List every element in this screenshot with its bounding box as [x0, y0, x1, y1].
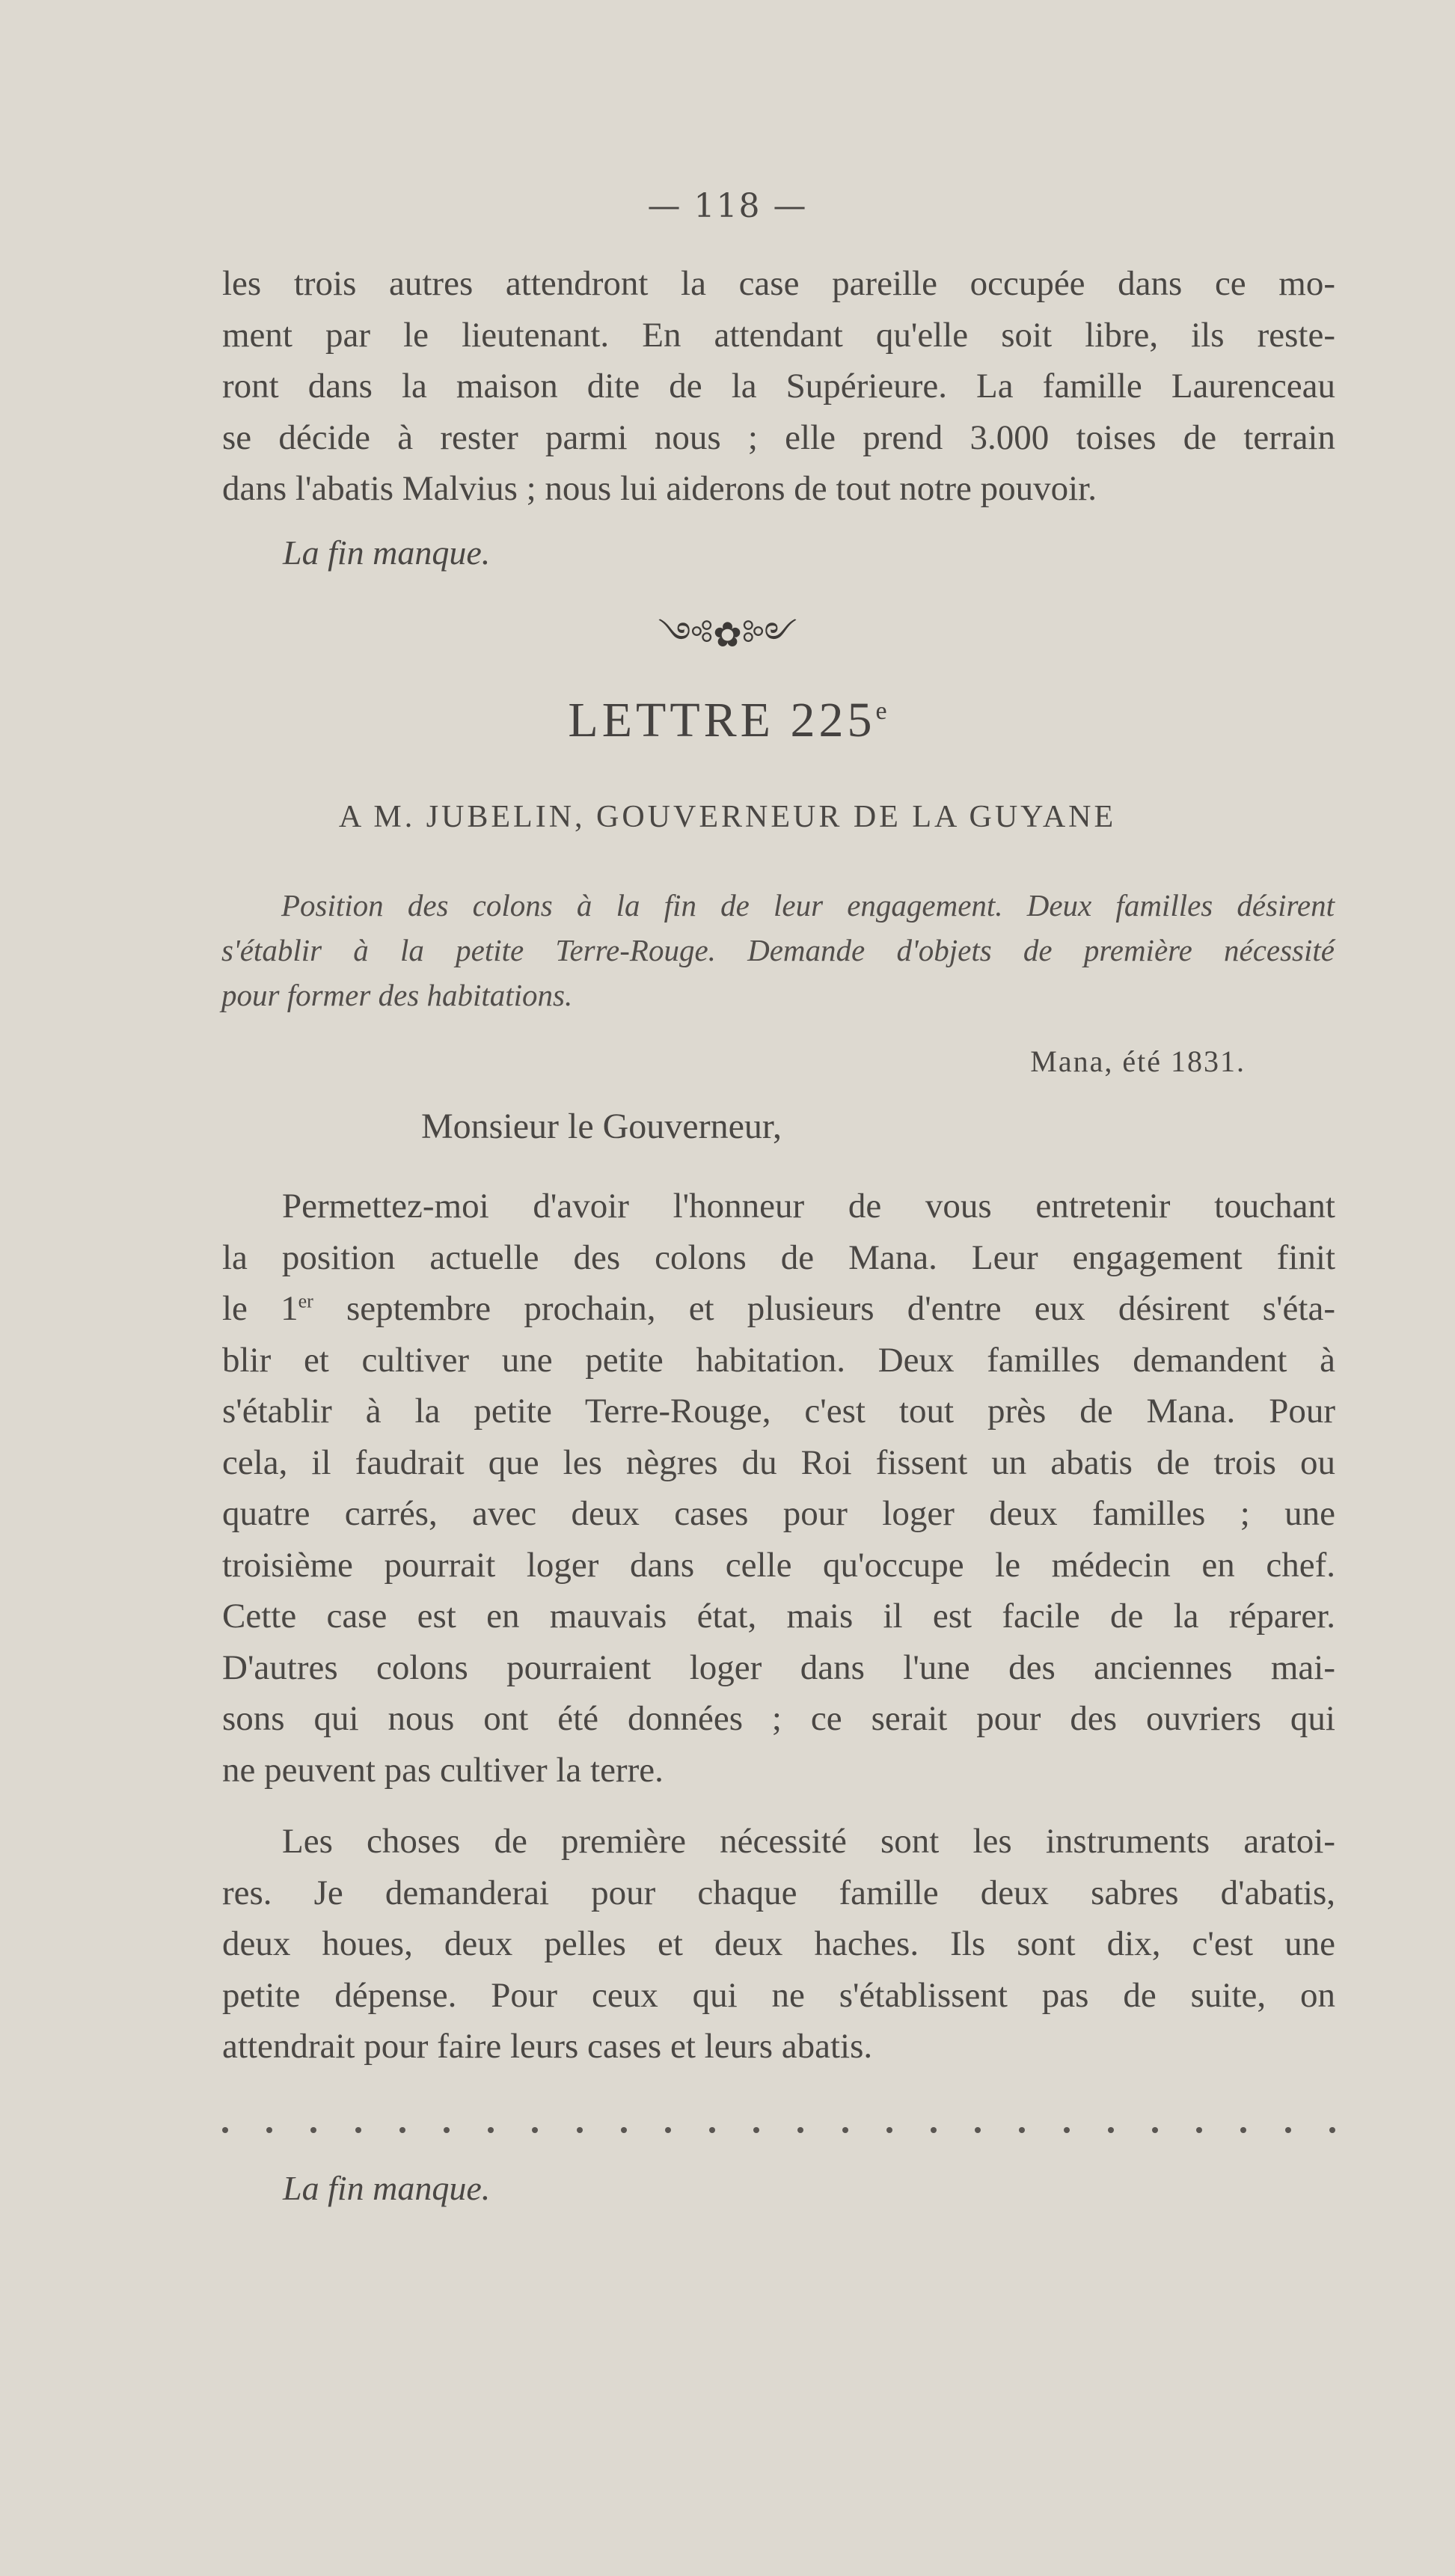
letter-title	[0, 692, 1455, 749]
page-number: — 118 —	[647, 187, 808, 225]
dot	[1108, 2127, 1114, 2133]
dot	[577, 2127, 583, 2133]
summary-line: Position des colons à la fin de leur engagement. Deux familles désirent	[281, 888, 1335, 923]
ellipsis-dots	[222, 2127, 1335, 2133]
letter-ending: La fin manque.	[283, 2169, 491, 2207]
text-line: attendrait pour faire leurs cases et leurs abatis.	[222, 2027, 873, 2066]
ordinal-suffix: er	[298, 1290, 313, 1312]
text-line: ront dans la maison dite de la Supérieure. La famille Laurenceau	[222, 367, 1335, 406]
dot	[1285, 2127, 1291, 2133]
dot	[975, 2127, 981, 2133]
text-line: se décide à rester parmi nous ; elle prend 3.000 toises de terrain	[222, 417, 1335, 457]
text-line: blir et cultiver une petite habitation. Deux familles demandent à	[222, 1340, 1335, 1380]
summary-line: pour former des habitations.	[221, 978, 573, 1012]
dot	[1064, 2127, 1070, 2133]
text-line: quatre carrés, avec deux cases pour loger deux familles ; une	[222, 1494, 1335, 1533]
continuation-ending: La fin manque.	[283, 533, 491, 572]
ornament-icon: ༺✿༻	[658, 614, 797, 655]
text-line: petite dépense. Pour ceux qui ne s'établissent pas de suite, on	[222, 1975, 1335, 2015]
letter-paragraph-2	[222, 1816, 1335, 2072]
dot	[1240, 2127, 1246, 2133]
text-line	[222, 1283, 1335, 1335]
letter-title-suffix: e	[875, 697, 887, 725]
letter-summary	[221, 883, 1335, 1018]
dot	[886, 2127, 892, 2133]
dot	[665, 2127, 671, 2133]
letter-title-text: LETTRE 225	[568, 693, 876, 747]
text-line: Cette case est en mauvais état, mais il est facile de la réparer.	[222, 1597, 1335, 1636]
text-line: sons qui nous ont été données ; ce serait pour des ouvriers qui	[222, 1699, 1335, 1738]
letter-paragraph-1	[222, 1181, 1335, 1796]
continuation-text	[222, 258, 1335, 515]
dot	[444, 2127, 450, 2133]
dot	[355, 2127, 361, 2133]
line-end: septembre prochain, et plusieurs d'entre eux désirent s'éta-	[313, 1289, 1335, 1328]
dot	[310, 2127, 316, 2133]
text-line: les trois autres attendront la case pareille occupée dans ce mo-	[222, 264, 1335, 303]
text-line: deux houes, deux pelles et deux haches. Ils sont dix, c'est une	[222, 1924, 1335, 1963]
dot	[399, 2127, 405, 2133]
text-line: D'autres colons pourraient loger dans l'une des anciennes mai-	[222, 1648, 1335, 1687]
dot	[222, 2127, 228, 2133]
dot	[709, 2127, 715, 2133]
letter-dateline: Mana, été 1831.	[1030, 1044, 1246, 1078]
dot	[532, 2127, 538, 2133]
letter-salutation: Monsieur le Gouverneur,	[421, 1107, 782, 1146]
line-start: le 1	[222, 1289, 298, 1328]
dot	[753, 2127, 759, 2133]
text-line: la position actuelle des colons de Mana. Leur engagement finit	[222, 1237, 1335, 1277]
letter-addressee: A M. JUBELIN, GOUVERNEUR DE LA GUYANE	[338, 800, 1117, 834]
dot	[266, 2127, 272, 2133]
dot	[842, 2127, 848, 2133]
dot	[1196, 2127, 1202, 2133]
text-line: res. Je demanderai pour chaque famille deux sabres d'abatis,	[222, 1873, 1335, 1912]
dot	[621, 2127, 627, 2133]
dot	[931, 2127, 937, 2133]
dot	[1019, 2127, 1025, 2133]
text-line: dans l'abatis Malvius ; nous lui aiderons de tout notre pouvoir.	[222, 469, 1097, 508]
text-line: Permettez-moi d'avoir l'honneur de vous entretenir touchant	[282, 1187, 1335, 1226]
text-line: troisième pourrait loger dans celle qu'occupe le médecin en chef.	[222, 1545, 1335, 1585]
text-line: Les choses de première nécessité sont les instruments aratoi-	[282, 1822, 1335, 1861]
summary-line: s'établir à la petite Terre-Rouge. Demande d'objets de première nécessité	[221, 933, 1335, 967]
dot	[488, 2127, 494, 2133]
dot	[797, 2127, 803, 2133]
text-line: ment par le lieutenant. En attendant qu'elle soit libre, ils reste-	[222, 315, 1335, 355]
dot	[1152, 2127, 1158, 2133]
text-line: cela, il faudrait que les nègres du Roi fissent un abatis de trois ou	[222, 1443, 1335, 1482]
dot	[1329, 2127, 1335, 2133]
text-line: ne peuvent pas cultiver la terre.	[222, 1750, 664, 1790]
text-line: s'établir à la petite Terre-Rouge, c'est tout près de Mana. Pour	[222, 1392, 1335, 1431]
